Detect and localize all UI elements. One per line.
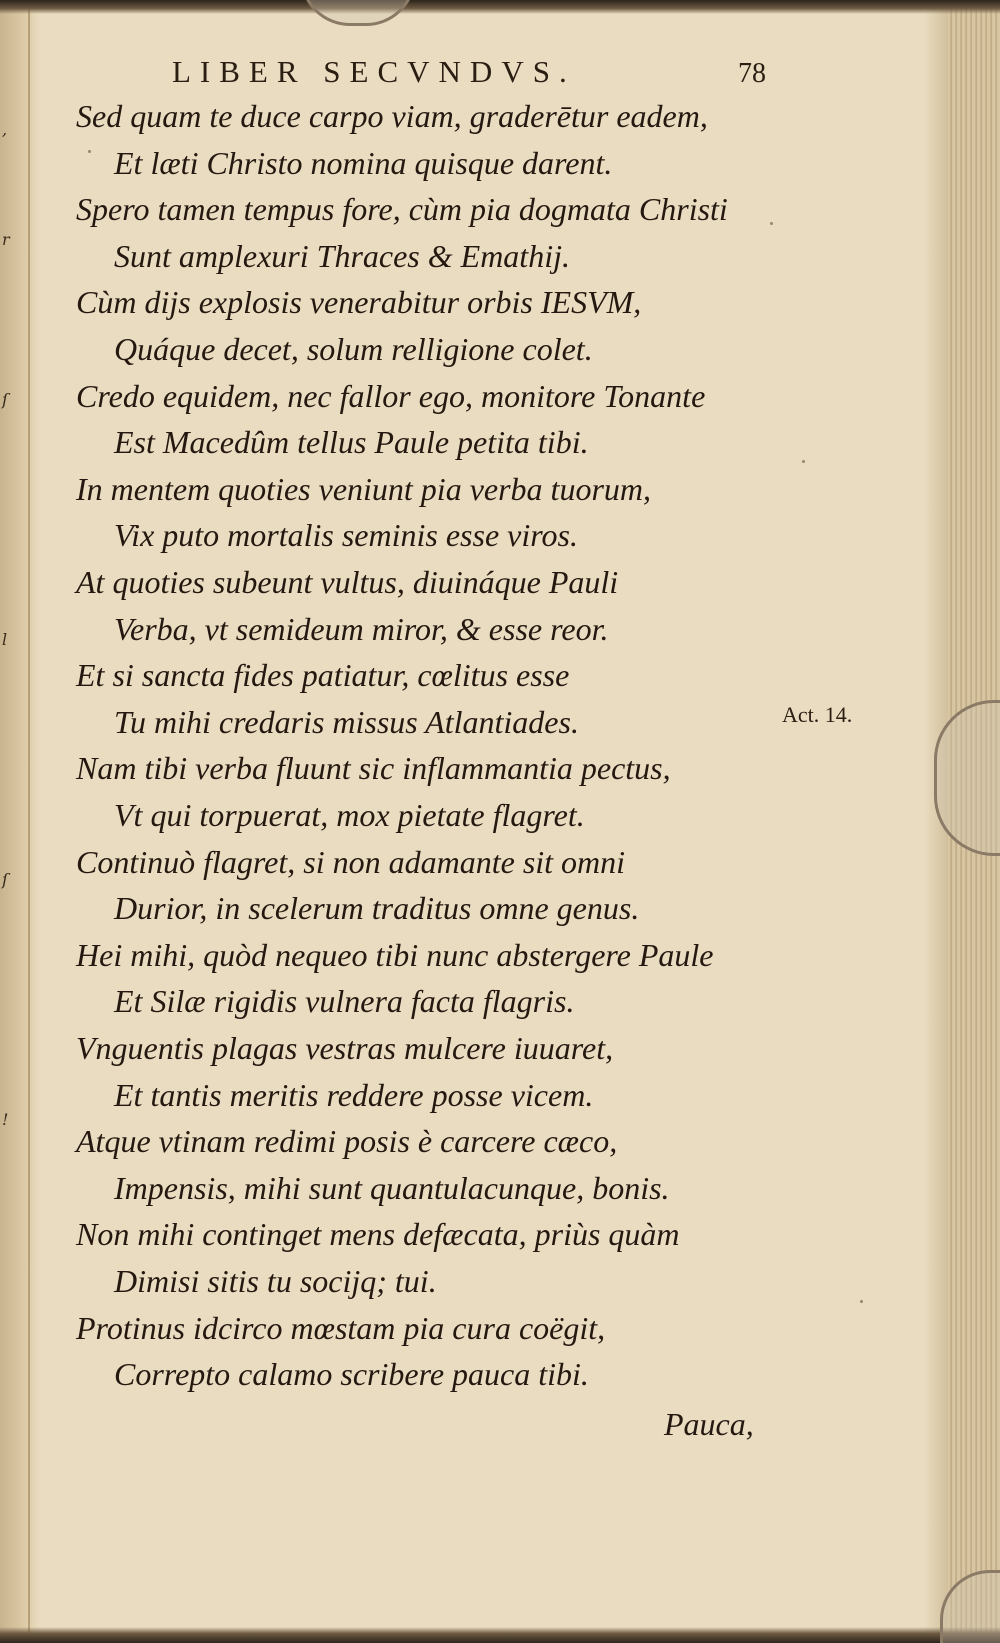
margin-note: Act. 14. [782, 702, 853, 727]
bottom-scan-edge [0, 1627, 1000, 1643]
verse-line-pentameter: Impensis, mihi sunt quantulacunque, bonis. [114, 1169, 670, 1206]
verse-line-pentameter: Dimisi sitis tu socijq; tui. [114, 1263, 437, 1299]
paper-speck [802, 460, 805, 463]
verse-line-pentameter: Quáque decet, solum relligione colet. [114, 331, 593, 367]
verse-line-hexameter: Credo equidem, nec fallor ego, monitore Tonante [76, 377, 706, 414]
verse-line-pentameter: Correpto calamo scribere pauca tibi. [114, 1356, 589, 1393]
gutter-line [28, 0, 30, 1643]
verse-line-hexameter: Et si sancta fides patiatur, cœlitus esse [76, 657, 570, 694]
verse-line-hexameter: Nam tibi verba fluunt sic inflammantia pectus, [76, 750, 671, 787]
verse-line-hexameter: At quoties subeunt vultus, diuináque Pauli [76, 564, 619, 600]
verse-line-pentameter: Et Silæ rigidis vulnera facta flagris. [114, 983, 575, 1020]
page-number: 78 [738, 58, 766, 89]
top-scan-edge [0, 0, 1000, 14]
verse-line-pentameter: Verba, vt semideum miror, & esse reor. [114, 610, 609, 647]
top-clamp [300, 0, 416, 26]
verse-line-pentameter: Durior, in scelerum traditus omne genus. [114, 890, 640, 927]
verse-line-pentameter: Et tantis meritis reddere posse vicem. [114, 1076, 594, 1113]
verse-line-hexameter: Protinus idcirco mœstam pia cura coëgit, [76, 1309, 606, 1346]
verse-line-hexameter: Continuò flagret, si non adamante sit omni [76, 843, 626, 880]
paper-speck [860, 1300, 863, 1303]
verse-line-hexameter: In mentem quoties veniunt pia verba tuorum, [76, 470, 651, 507]
running-head: LIBER SECVNDVS. [172, 54, 576, 89]
book-page: , r ſ l ſ ! LIBER SECVNDVS. 78 Sed quam te duce carpo viam, graderētur eadem, Et læti Christo nomina quisque darent. Spero tamen tempus fore, cùm pia dogmata Christi Sunt amplexuri Thraces & Emathij. Cùm dijs explosis venerabitur orbis IESVM, Quáque decet, solum relligione colet. Credo equidem, nec fallor ego, monitore Tonante Est Macedûm tellus Paule petita tibi. In mentem quoties veniunt pia verba tuorum, Vix puto mortalis seminis esse viros. At quoties subeunt vultus, diuináque Pauli Verba, vt semideum miror, & esse reor. Et si sancta fides patiatur, cœlitus esse Tu mihi credaris missus Atlantiades. Nam tibi verba fluunt sic inflammantia pectus, Vt qui torpuerat, mox pietate flagret. Continuò flagret, si non adamante sit omni Durior, in scelerum traditus omne genus. Hei mihi, quòd nequeo tibi nunc abstergere Paule Et Silæ rigidis vulnera facta flagris. Vnguentis plagas vestras mulcere iuuaret, Et tantis meritis reddere posse vicem. Atque vtinam redimi posis è carcere cæco, Impensis, mihi sunt quantulacunque, bonis. Non mihi continget mens defæcata, priùs quàm Dimisi sitis tu socijq; tui. Protinus idcirco mœstam pia cura coëgit, Correpto calamo scribere pauca tibi. Act. 14. Pauca, [0, 0, 1000, 1643]
verse-line-hexameter: Spero tamen tempus fore, cùm pia dogmata Christi [76, 191, 728, 228]
verse-line-pentameter: Et læti Christo nomina quisque darent. [114, 144, 613, 181]
verse-line-pentameter: Vix puto mortalis seminis esse viros. [114, 517, 578, 554]
verse-line-hexameter: Sed quam te duce carpo viam, graderētur eadem, [76, 98, 708, 134]
verse-line-pentameter: Est Macedûm tellus Paule petita tibi. [114, 424, 589, 461]
paper-speck [88, 150, 91, 153]
verse-line-hexameter: Vnguentis plagas vestras mulcere iuuaret, [76, 1030, 614, 1066]
catchword: Pauca, [664, 1406, 754, 1442]
paper-speck [770, 222, 773, 225]
verse-line-pentameter: Sunt amplexuri Thraces & Emathij. [114, 237, 570, 274]
verse-line-hexameter: Cùm dijs explosis venerabitur orbis IESVM, [76, 284, 642, 321]
verse-line-hexameter: Atque vtinam redimi posis è carcere cæco, [76, 1123, 618, 1160]
verse-line-hexameter: Hei mihi, quòd nequeo tibi nunc abstergere Paule [76, 936, 714, 973]
verse-line-pentameter: Tu mihi credaris missus Atlantiades. [114, 703, 579, 740]
verse-line-hexameter: Non mihi continget mens defæcata, priùs quàm [76, 1216, 680, 1253]
verse-line-pentameter: Vt qui torpuerat, mox pietate flagret. [114, 797, 585, 833]
